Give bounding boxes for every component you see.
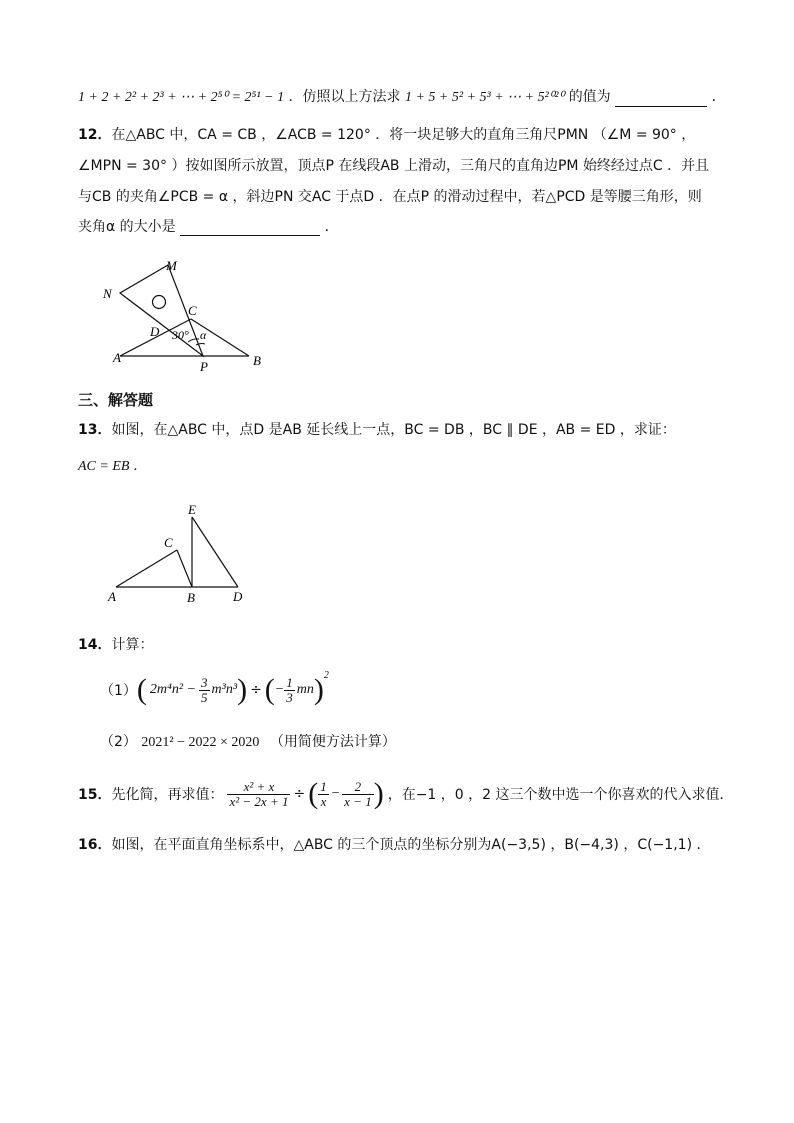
- q12-label-B: B: [253, 353, 261, 368]
- q15-fraction-1: [227, 780, 290, 809]
- q14-expr-b: m³n³: [211, 682, 238, 697]
- q14-frac2-num: 1: [286, 674, 293, 690]
- q14-neg-sign: −: [274, 682, 285, 697]
- q15-frac3-den: x − 1: [344, 793, 372, 809]
- q11-answer-blank[interactable]: [615, 92, 707, 107]
- q12-label-D: D: [150, 324, 160, 339]
- q13-label-E: E: [188, 502, 196, 517]
- q12-text-line-3: 与CB 的夹角∠PCB = α ，斜边PN 交AC 于点D ．在点P 的滑动过程中，若△PCD 是等腰三角形，则: [78, 189, 702, 205]
- q14-paren-open-2: (: [264, 673, 275, 706]
- q15-fraction-2: [318, 780, 329, 809]
- q14-fraction-3-5: [199, 676, 210, 705]
- q14-frac2-den: 3: [286, 689, 293, 705]
- q14-part-2-note: （用简便方法计算）: [269, 734, 396, 750]
- q12-figure: [100, 255, 270, 375]
- q13-line-2: [78, 457, 147, 476]
- q15-lead: 先化简，再求值：: [111, 787, 224, 803]
- q15-line: [78, 772, 734, 816]
- q15-frac2-num: 1: [320, 778, 327, 794]
- q15-paren-close: ): [373, 777, 384, 810]
- q12-label-C: C: [188, 303, 197, 318]
- q12-text-line-4-start: 夹角α 的大小是: [78, 219, 176, 235]
- q14-number: 14．: [78, 637, 112, 653]
- q14-expr-a: 2m⁴n² −: [149, 682, 197, 697]
- q13-label-C: C: [164, 535, 173, 550]
- q13-text-line-1: 如图，在△ABC 中，点D 是AB 延长线上一点，BC = DB ，BC ∥ DE ，AB = ED ，求证：: [111, 422, 676, 438]
- q14-power: 2: [323, 670, 329, 681]
- q11-text-end: 的值为: [568, 89, 611, 105]
- q15-frac1-num: x² + x: [227, 780, 290, 795]
- q11-given-expression: 1 + 2 + 2² + 2³ + ⋯ + 2⁵⁰ = 2⁵¹ − 1: [78, 90, 285, 105]
- q15-div: ÷: [293, 786, 306, 802]
- q15-frac2-den: x: [320, 793, 327, 809]
- q14-heading: [78, 636, 153, 654]
- q16-number: 16．: [78, 837, 112, 853]
- q14-paren-close-2: ): [313, 673, 324, 706]
- q12-line-2: [78, 157, 709, 175]
- q12-label-P: P: [200, 359, 208, 374]
- q15-tail: ，在−1 ，0 ，2 这三个数中选一个你喜欢的代入求值．: [387, 787, 734, 803]
- q11-ask-expression: 1 + 5 + 5² + 5³ + ⋯ + 5²⁰²⁰: [404, 90, 565, 105]
- section-title: 三、解答题: [78, 391, 154, 409]
- q14-expr-c: mn: [296, 682, 314, 697]
- q12-angle-30: 30°: [172, 328, 189, 342]
- q12-answer-blank[interactable]: [180, 221, 320, 236]
- q14-paren-open: (: [136, 673, 147, 706]
- q15-fraction-3: [342, 780, 374, 809]
- q15-frac1-den: x² − 2x + 1: [229, 793, 289, 809]
- q14-fraction-1-3: [284, 676, 295, 705]
- q14-paren-close: ): [237, 673, 248, 706]
- q13-number: 13．: [78, 422, 112, 438]
- q15-frac3-num: 2: [342, 780, 374, 795]
- q14-part-2-label: （2）: [100, 734, 137, 750]
- q12-text-line-4-end: ．: [324, 219, 339, 235]
- q14-part-2: [100, 733, 396, 752]
- q16-text: 如图，在平面直角坐标系中，△ABC 的三个顶点的坐标分别为A(−3,5) ，B(−4,3) ，C(−1,1) ．: [111, 837, 711, 853]
- q12-label-N: N: [103, 286, 112, 301]
- q12-line-1: [78, 126, 695, 144]
- q13-label-D: D: [233, 589, 243, 604]
- q12-angle-alpha: α: [200, 328, 207, 342]
- q14-part-1: [100, 668, 329, 712]
- q14-title: 计算：: [111, 637, 154, 653]
- q12-number: 12．: [78, 127, 112, 143]
- q14-part-1-label: （1）: [100, 683, 137, 699]
- q13-figure: [100, 500, 260, 610]
- q15-minus: −: [330, 786, 341, 801]
- q14-frac-den: 5: [201, 689, 208, 705]
- q12-label-A: A: [113, 350, 121, 365]
- q11-tail-line: [78, 88, 726, 107]
- q11-period: ．: [711, 89, 726, 105]
- q12-line-3: [78, 188, 702, 206]
- q15-number: 15．: [78, 787, 112, 803]
- q14-div-sign: ÷: [250, 682, 262, 698]
- q13-text-line-2: AC = EB ．: [78, 459, 147, 474]
- q14-part-2-expr: 2021² − 2022 × 2020: [141, 735, 260, 750]
- q13-line-1: [78, 421, 676, 439]
- q13-label-B: B: [187, 590, 195, 605]
- q15-paren-open: (: [308, 777, 319, 810]
- q14-frac-num: 3: [201, 674, 208, 690]
- q11-text-mid: ．仿照以上方法求: [288, 89, 401, 105]
- q13-label-A: A: [108, 589, 116, 604]
- q12-line-4: [78, 218, 339, 236]
- q16-line: [78, 836, 710, 854]
- q12-text-line-2: ∠MPN = 30° ）按如图所示放置，顶点P 在线段AB 上滑动，三角尺的直角边PM 始终经过点C ．并且: [78, 158, 710, 174]
- q12-label-M: M: [166, 258, 177, 273]
- q12-text-line-1: 在△ABC 中，CA = CB ，∠ACB = 120° ．将一块足够大的直角三角尺PMN （∠M = 90° ，: [111, 127, 696, 143]
